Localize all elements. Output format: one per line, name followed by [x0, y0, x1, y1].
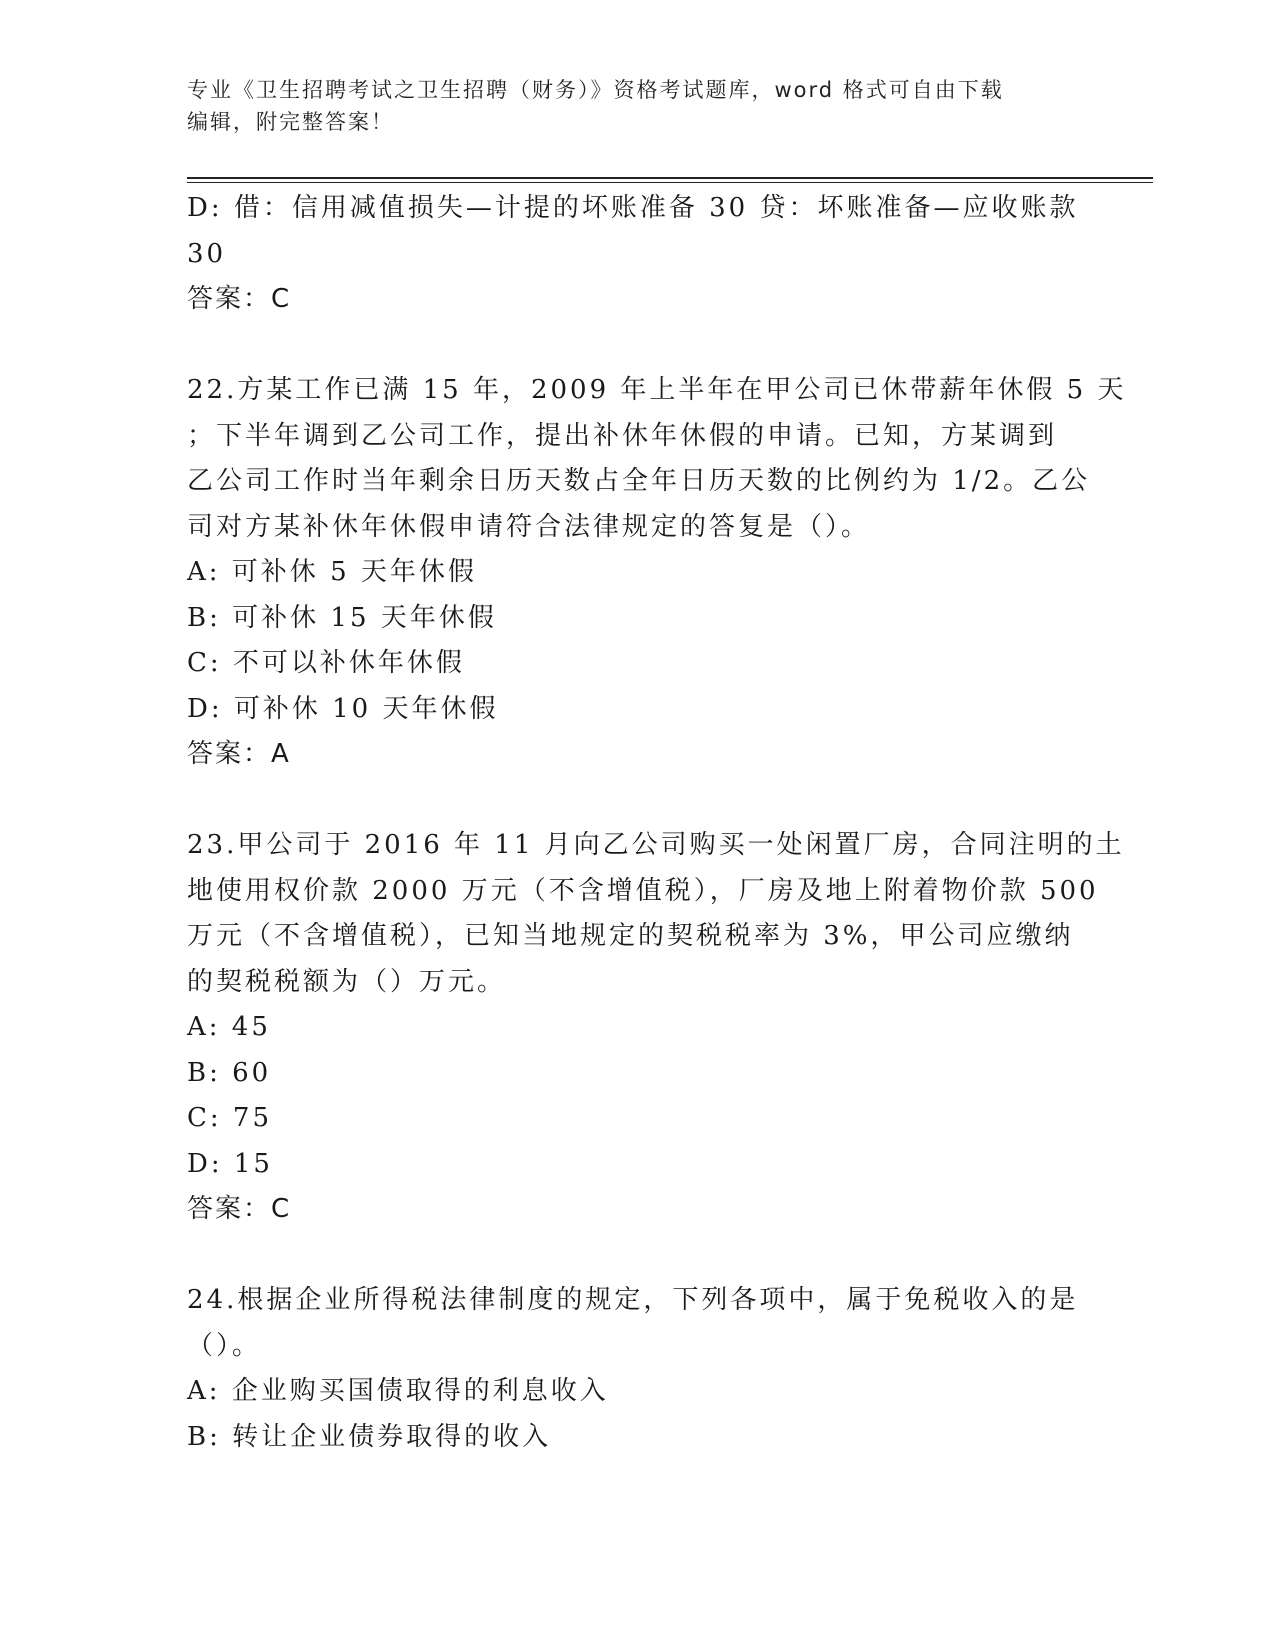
answer: 答案：C: [187, 1194, 292, 1224]
question-text-line: 的契税税额为（）万元。: [187, 966, 507, 997]
option-a: A: 可补休 5 天年休假: [187, 557, 477, 587]
question-23: [187, 823, 1125, 1233]
question-22: [187, 368, 1127, 778]
answer: 答案：A: [187, 739, 291, 769]
question-text-line: 乙公司工作时当年剩余日历天数占全年日历天数的比例约为 1/2。乙公: [187, 466, 1091, 496]
option-c: C: 不可以补休年休假: [187, 648, 465, 678]
option-b: B: 60: [187, 1057, 272, 1088]
option-a: A: 企业购买国债取得的利息收入: [187, 1376, 609, 1406]
previous-question-tail: [187, 186, 1087, 323]
header-line-2: 编辑，附完整答案！: [187, 110, 394, 134]
question-24: [187, 1278, 1087, 1460]
header-divider-thin: [187, 182, 1153, 183]
question-text-line: 司对方某补休年休假申请符合法律规定的答复是（）。: [187, 511, 871, 542]
spacer: [187, 778, 1087, 824]
option-a: A: 45: [187, 1012, 271, 1042]
question-text-line: 地使用权价款 2000 万元（不含增值税），厂房及地上附着物价款 500: [187, 875, 1099, 906]
option-d: D: 借：信用减值损失—计提的坏账准备 30 贷：坏账准备—应收账款: [187, 193, 1079, 223]
option-b: B: 可补休 15 天年休假: [187, 602, 497, 633]
header-divider-thick: [187, 177, 1153, 179]
header-line-1: 专业《卫生招聘考试之卫生招聘（财务）》资格考试题库，word 格式可自由下载: [187, 78, 1004, 102]
spacer: [187, 1233, 1087, 1279]
question-text-line: 24.根据企业所得税法律制度的规定，下列各项中，属于免税收入的是: [187, 1285, 1079, 1315]
question-text-line: 23.甲公司于 2016 年 11 月向乙公司购买一处闲置厂房，合同注明的土: [187, 830, 1125, 860]
option-d: D: 15: [187, 1148, 273, 1179]
option-d-continued: 30: [187, 238, 227, 269]
question-text-line: （）。: [187, 1330, 262, 1361]
document-header: [187, 74, 1087, 138]
spacer: [187, 323, 1087, 369]
document-body: [187, 186, 1127, 1460]
answer: 答案：C: [187, 284, 292, 314]
option-b: B: 转让企业债券取得的收入: [187, 1421, 552, 1452]
option-d: D: 可补休 10 天年休假: [187, 693, 499, 724]
question-text-line: 万元（不含增值税），已知当地规定的契税税率为 3%，甲公司应缴纳: [187, 921, 1074, 951]
option-c: C: 75: [187, 1103, 273, 1133]
question-text-line: 22.方某工作已满 15 年，2009 年上半年在甲公司已休带薪年休假 5 天: [187, 375, 1127, 405]
question-text-line: ；下半年调到乙公司工作，提出补休年休假的申请。已知，方某调到: [187, 420, 1058, 451]
